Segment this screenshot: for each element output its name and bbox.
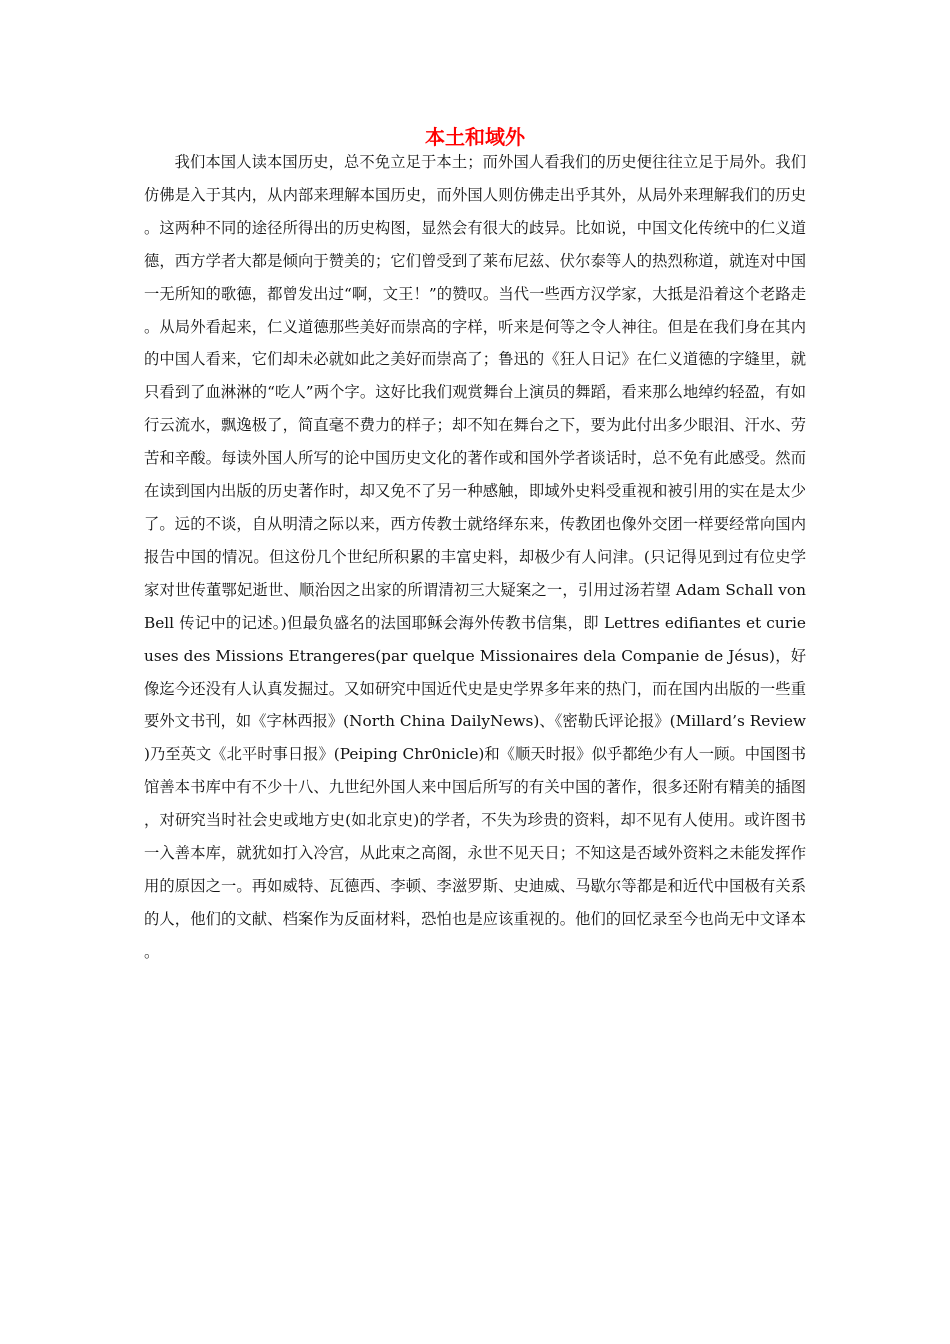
document-body-paragraph: 我们本国人读本国历史，总不免立足于本土；而外国人看我们的历史便往往立足于局外。我们仿佛是入于其内，从内部来理解本国历史，而外国人则仿佛走出乎其外，从局外来理解我们的历史。这两种不同的途径所得出的历史构图，显然会有很大的歧异。比如说，中国文化传统中的仁义道德，西方学者大都是倾向于赞美的；它们曾受到了莱布尼兹、伏尔泰等人的热烈称道，就连对中国一无所知的歌德，都曾发出过“啊，文王！”的赞叹。当代一些西方汉学家，大抵是沿着这个老路走。从局外看起来，仁义道德那些美好而崇高的字样，听来是何等之令人神往。但是在我们身在其内的中国人看来，它们却未必就如此之美好而崇高了；鲁迅的《狂人日记》在仁义道德的字缝里，就只看到了血淋淋的“吃人”两个字。这好比我们观赏舞台上演员的舞蹈，看来那么地绰约轻盈，有如行云流水，飘逸极了，简直毫不费力的样子；却不知在舞台之下，要为此付出多少眼泪、汗水、劳苦和辛酸。每读外国人所写的论中国历史文化的著作或和国外学者谈话时，总不免有此感受。然而在读到国内出版的历史著作时，却又免不了另一种感触，即域外史料受重视和被引用的实在是太少了。远的不谈，自从明清之际以来，西方传教士就络绎东来，传教团也像外交团一样要经常向国内报告中国的情况。但这份几个世纪所积累的丰富史料，却极少有人问津。(只记得见到过有位史学家对世传董鄂妃逝世、顺治因之出家的所谓清初三大疑案之一，引用过汤若望 Adam Schall vonBell 传记中的记述。)但最负盛名的法国耶稣会海外传教书信集，即 Lettres edifiantes et curieuses des Missions Etrangeres(par quelque Missionaires dela Companie de Jésus)，好像迄今还没有人认真发掘过。又如研究中国近代史是史学界多年来的热门，而在国内出版的一些重要外文书刊，如《字林西报》(North China DailyNews)、《密勒氏评论报》(Millard’s Review)乃至英文《北平时事日报》(Peiping Chr0nicle)和《顺天时报》似乎都绝少有人一顾。中国图书馆善本书库中有不少十八、九世纪外国人来中国后所写的有关中国的著作，很多还附有精美的插图，对研究当时社会史或地方史(如北京史)的学者，不失为珍贵的资料，却不见有人使用。或许图书一入善本库，就犹如打入冷宫，从此束之高阁，永世不见天日；不知这是否域外资料之未能发挥作用的原因之一。再如威特、瓦德西、李顿、李滋罗斯、史迪威、马歇尔等都是和近代中国极有关系的人，他们的文献、档案作为反面材料，恐怕也是应该重视的。他们的回忆录至今也尚无中文译本。 bbox=[144, 153, 806, 961]
document-title: 本土和域外 bbox=[425, 125, 525, 149]
